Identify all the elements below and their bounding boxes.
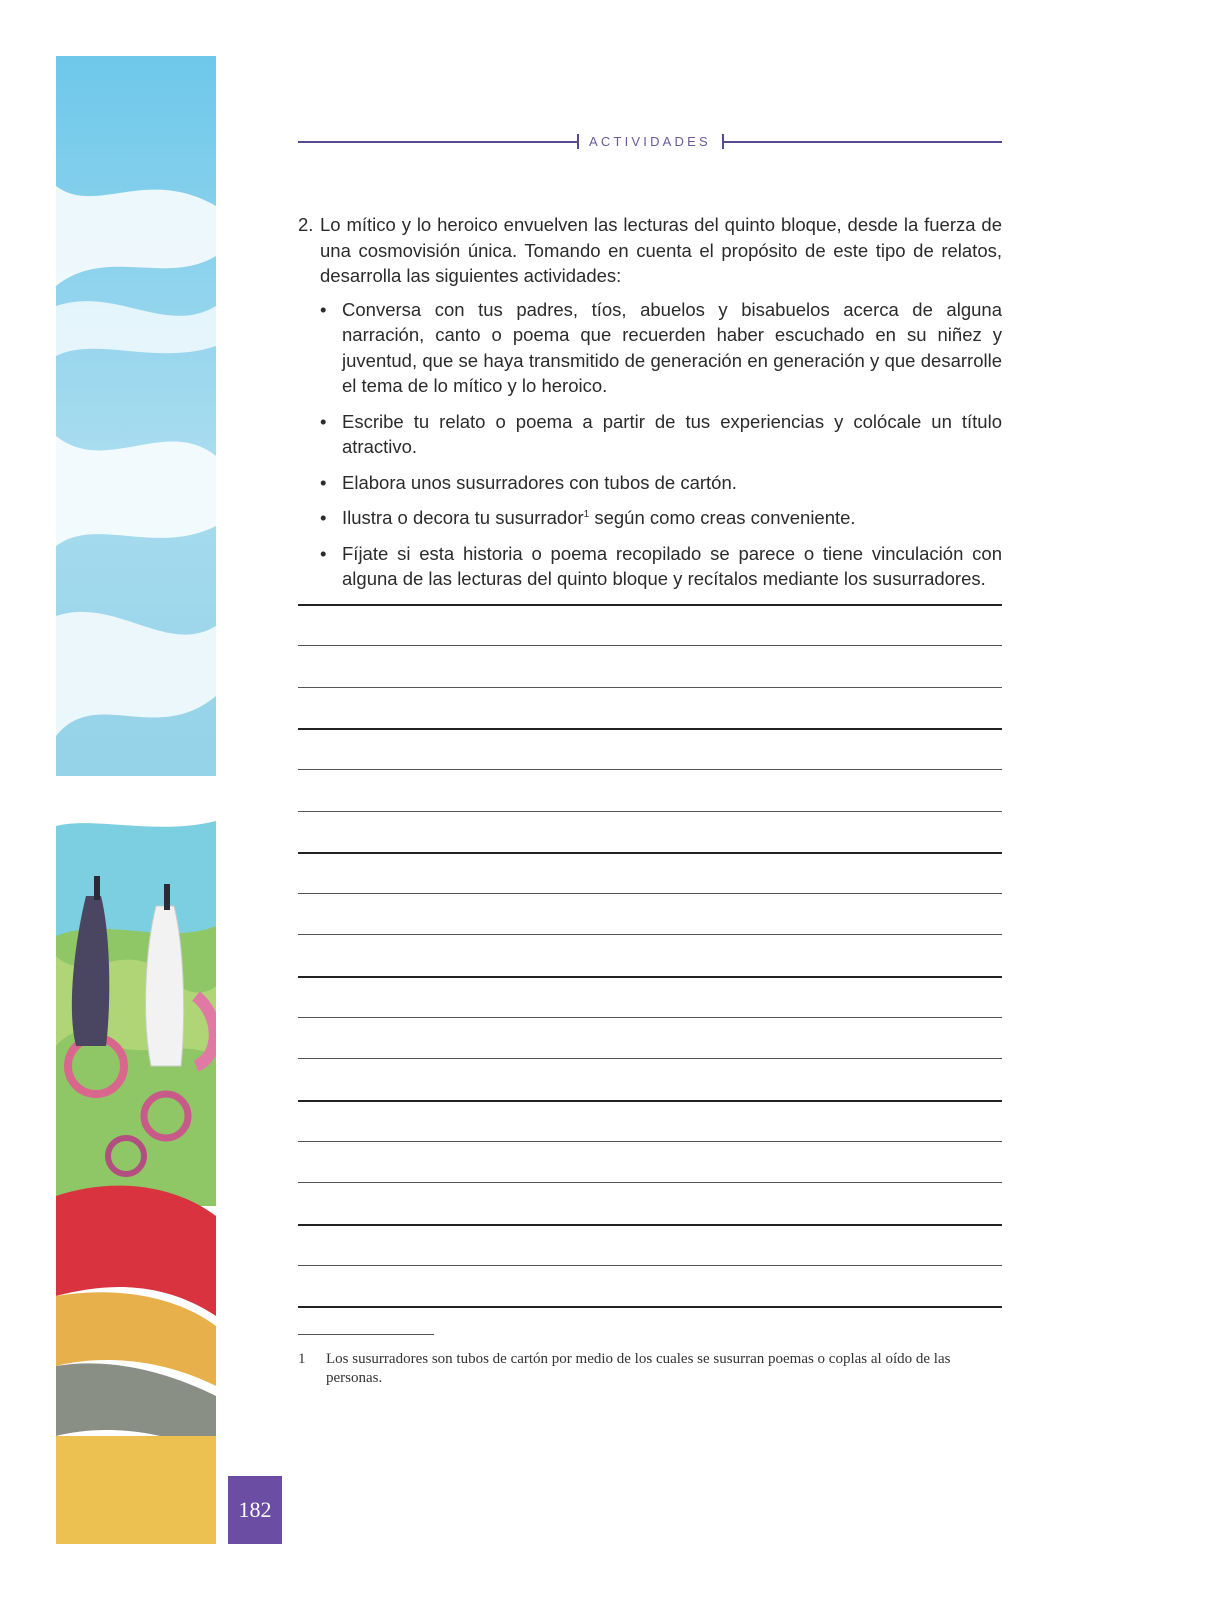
writing-line (298, 852, 1002, 854)
list-item (320, 297, 1002, 399)
list-item-text: Conversa con tus padres, tíos, abuelos y bisabuelos acerca de alguna narración, canto o poema que recuerden haber escuchado en su niñez y juventud, que se haya transmitido de generación en generación y que desarrolle el tema de lo mítico y lo heroico. (342, 298, 1002, 396)
writing-line (298, 728, 1002, 730)
header-rule-right (722, 141, 1002, 143)
list-item-text: Escribe tu relato o poema a partir de tus experiencias y colócale un título atractivo. (342, 410, 1002, 457)
writing-line (298, 1017, 1002, 1018)
writing-line (298, 645, 1002, 646)
bullet-mark: • (320, 507, 327, 528)
bullet-mark: • (320, 298, 327, 320)
question-text: Lo mítico y lo heroico envuelven las lecturas del quinto bloque, desde la fuerza de una cosmovisión única. Tomando en cuenta el propósito de este tipo de relatos, desarrolla las siguientes actividades: (320, 214, 1002, 286)
footnote (298, 1350, 1002, 1388)
bullet-mark: • (320, 471, 327, 493)
writing-line (298, 893, 1002, 894)
list-item (320, 409, 1002, 460)
footnote-text: Los susurradores son tubos de cartón por medio de los cuales se susurran poemas o coplas al oído de las personas. (326, 1351, 951, 1386)
list-item (320, 541, 1002, 592)
writing-line (298, 1265, 1002, 1266)
list-item-text (342, 505, 1002, 531)
list-item (320, 505, 1002, 531)
writing-line (298, 1100, 1002, 1102)
writing-line (298, 934, 1002, 935)
writing-line (298, 1224, 1002, 1226)
question-item (298, 212, 1002, 289)
writing-line (298, 687, 1002, 688)
bullet-mark: • (320, 410, 327, 432)
list-item (320, 470, 1002, 496)
footnote-reference: 1 (583, 508, 590, 520)
header-rule-left (298, 141, 578, 143)
writing-line (298, 604, 1002, 606)
side-illustration (56, 56, 216, 1544)
list-item-text-after: según como creas conveniente. (589, 507, 856, 528)
activity-content (298, 212, 1002, 602)
activity-list (320, 297, 1002, 592)
page-number: 182 (228, 1476, 282, 1544)
list-item-text: Fíjate si esta historia o poema recopilado se parece o tiene vinculación con alguna de las lecturas del quinto bloque y recítalos mediante los susurradores. (342, 542, 1002, 589)
footnote-number: 1 (298, 1351, 306, 1367)
header-tick-left (577, 134, 579, 149)
list-item-text-before: Ilustra o decora tu susurrador (342, 507, 584, 528)
footnote-divider (298, 1334, 434, 1335)
list-item-text: Elabora unos susurradores con tubos de cartón. (342, 471, 737, 493)
writing-line (298, 1182, 1002, 1183)
writing-line (298, 769, 1002, 770)
writing-line (298, 976, 1002, 978)
writing-line (298, 1306, 1002, 1308)
writing-line (298, 811, 1002, 812)
writing-line (298, 1141, 1002, 1142)
section-title: ACTIVIDADES (589, 134, 711, 149)
question-number: 2. (298, 214, 314, 235)
writing-line (298, 1058, 1002, 1059)
bullet-mark: • (320, 542, 327, 564)
writing-area[interactable] (298, 604, 1002, 1324)
section-header (298, 132, 1002, 152)
illustration-artwork (56, 56, 216, 1544)
